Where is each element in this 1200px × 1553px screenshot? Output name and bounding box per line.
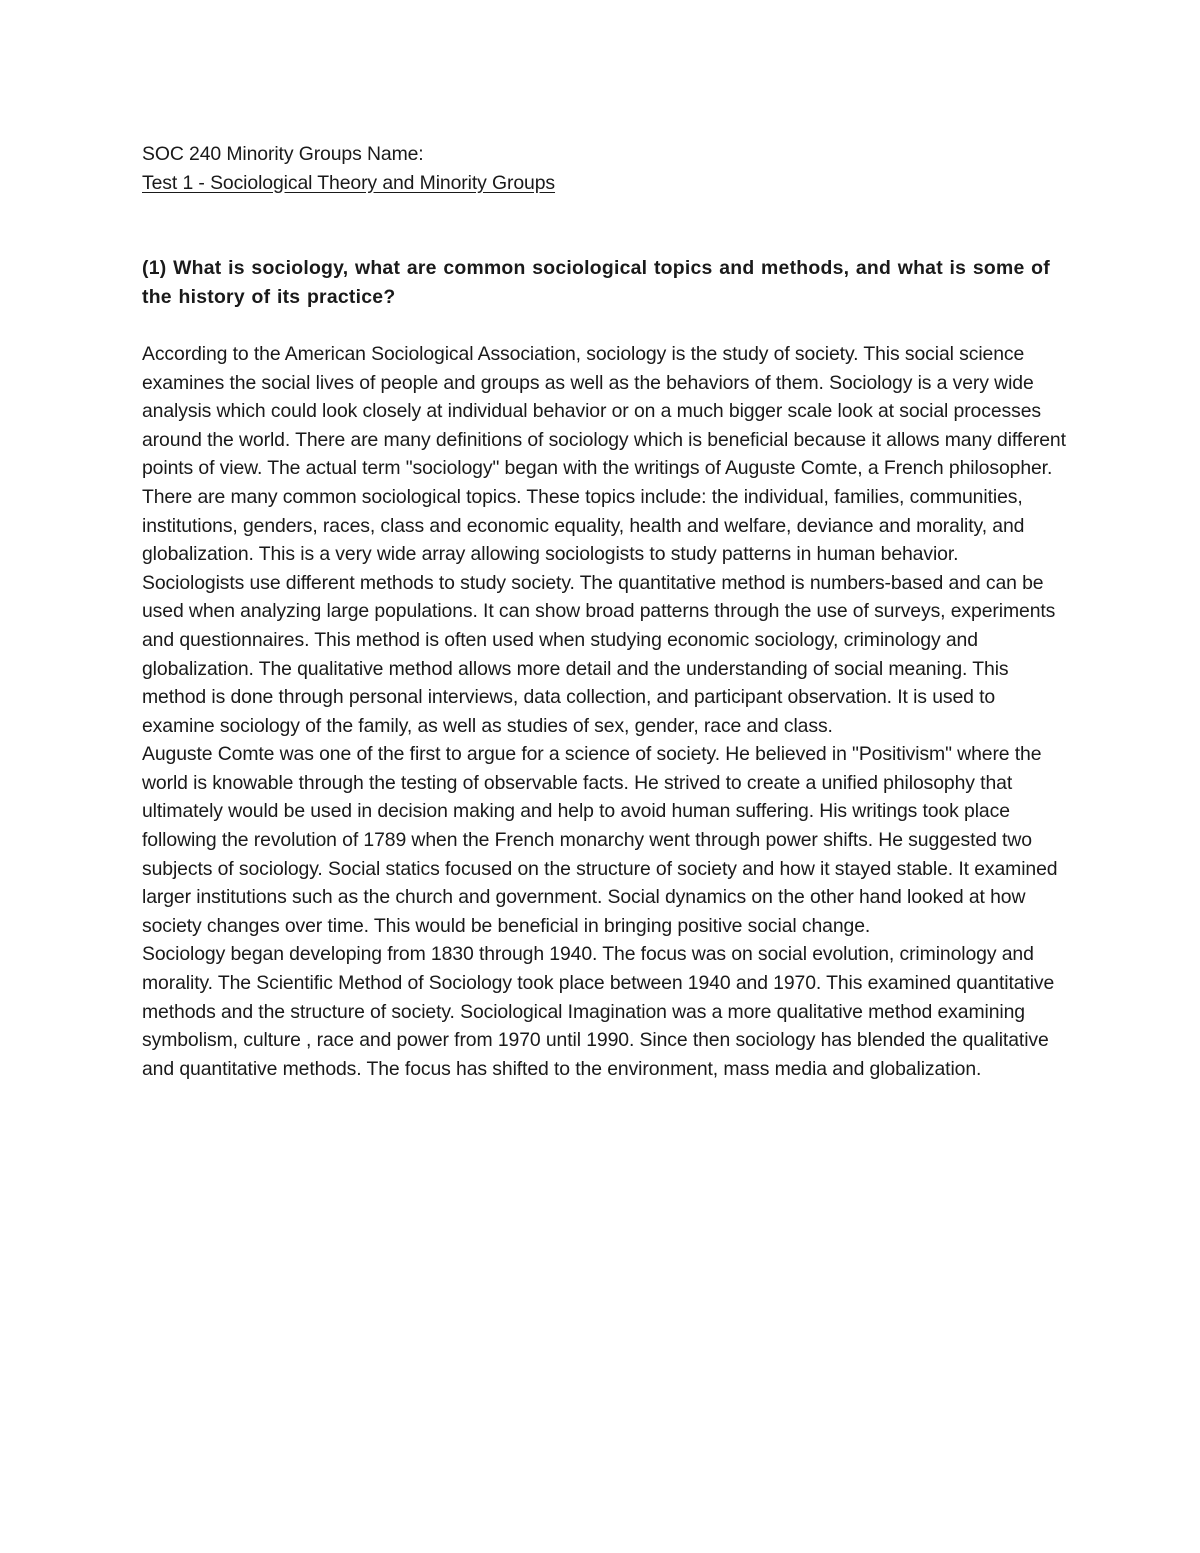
test-title: Test 1 - Sociological Theory and Minority Groups <box>142 171 556 194</box>
paragraph-comte: Auguste Comte was one of the first to argue for a science of society. He believed in "Positivism" where the world is knowable through the testing of observable facts. He strived to create a unified philosophy that ultimately would be used in decision making and help to avoid human suffering. His writings took place following the revolution of 1789 when the French monarchy went through power shifts. He suggested two subjects of sociology. Social statics focused on the structure of society and how it stayed stable. It examined larger institutions such as the church and government. Social dynamics on the other hand looked at how society changes over time. This would be beneficial in bringing positive social change. <box>142 743 1058 937</box>
paragraph-methods: Sociologists use different methods to study society. The quantitative method is numbers-based and can be used when analyzing large populations. It can show broad patterns through the use of surveys, experiments and questionnaires. This method is often used when studying economic sociology, criminology and globalization. The qualitative method allows more detail and the understanding of social meaning. This method is done through personal interviews, data collection, and participant observation. It is used to examine sociology of the family, as well as studies of sex, gender, race and class. <box>142 571 1056 737</box>
paragraph-definition: According to the American Sociological Association, sociology is the study of society. This social science examines the social lives of people and groups as well as the behaviors of them. Sociology is a very wide analysis which could look closely at individual behavior or on a much bigger scale look at social processes around the world. There are many definitions of sociology which is beneficial because it allows many different points of view. The actual term "sociology" began with the writings of Auguste Comte, a French philosopher. <box>142 342 1066 480</box>
paragraph-history: Sociology began developing from 1830 through 1940. The focus was on social evolution, criminology and morality. The Scientific Method of Sociology took place between 1940 and 1970. This examined quantitative methods and the structure of society. Sociological Imagination was a more qualitative method examining symbolism, culture , race and power from 1970 until 1990. Since then sociology has blended the qualitative and quantitative methods. The focus has shifted to the environment, mass media and globalization. <box>142 943 1055 1080</box>
course-line: SOC 240 Minority Groups Name: <box>142 143 424 165</box>
paragraph-topics: There are many common sociological topics. These topics include: the individual, families, communities, institutions, genders, races, class and economic equality, health and welfare, deviance and morality, and globalization. This is a very wide array allowing sociologists to study patterns in human behavior. <box>142 485 1025 566</box>
question-heading: (1) What is sociology, what are common sociological topics and methods, and what is some of the history of its practice? <box>142 257 1050 308</box>
document-body <box>142 140 1072 1083</box>
